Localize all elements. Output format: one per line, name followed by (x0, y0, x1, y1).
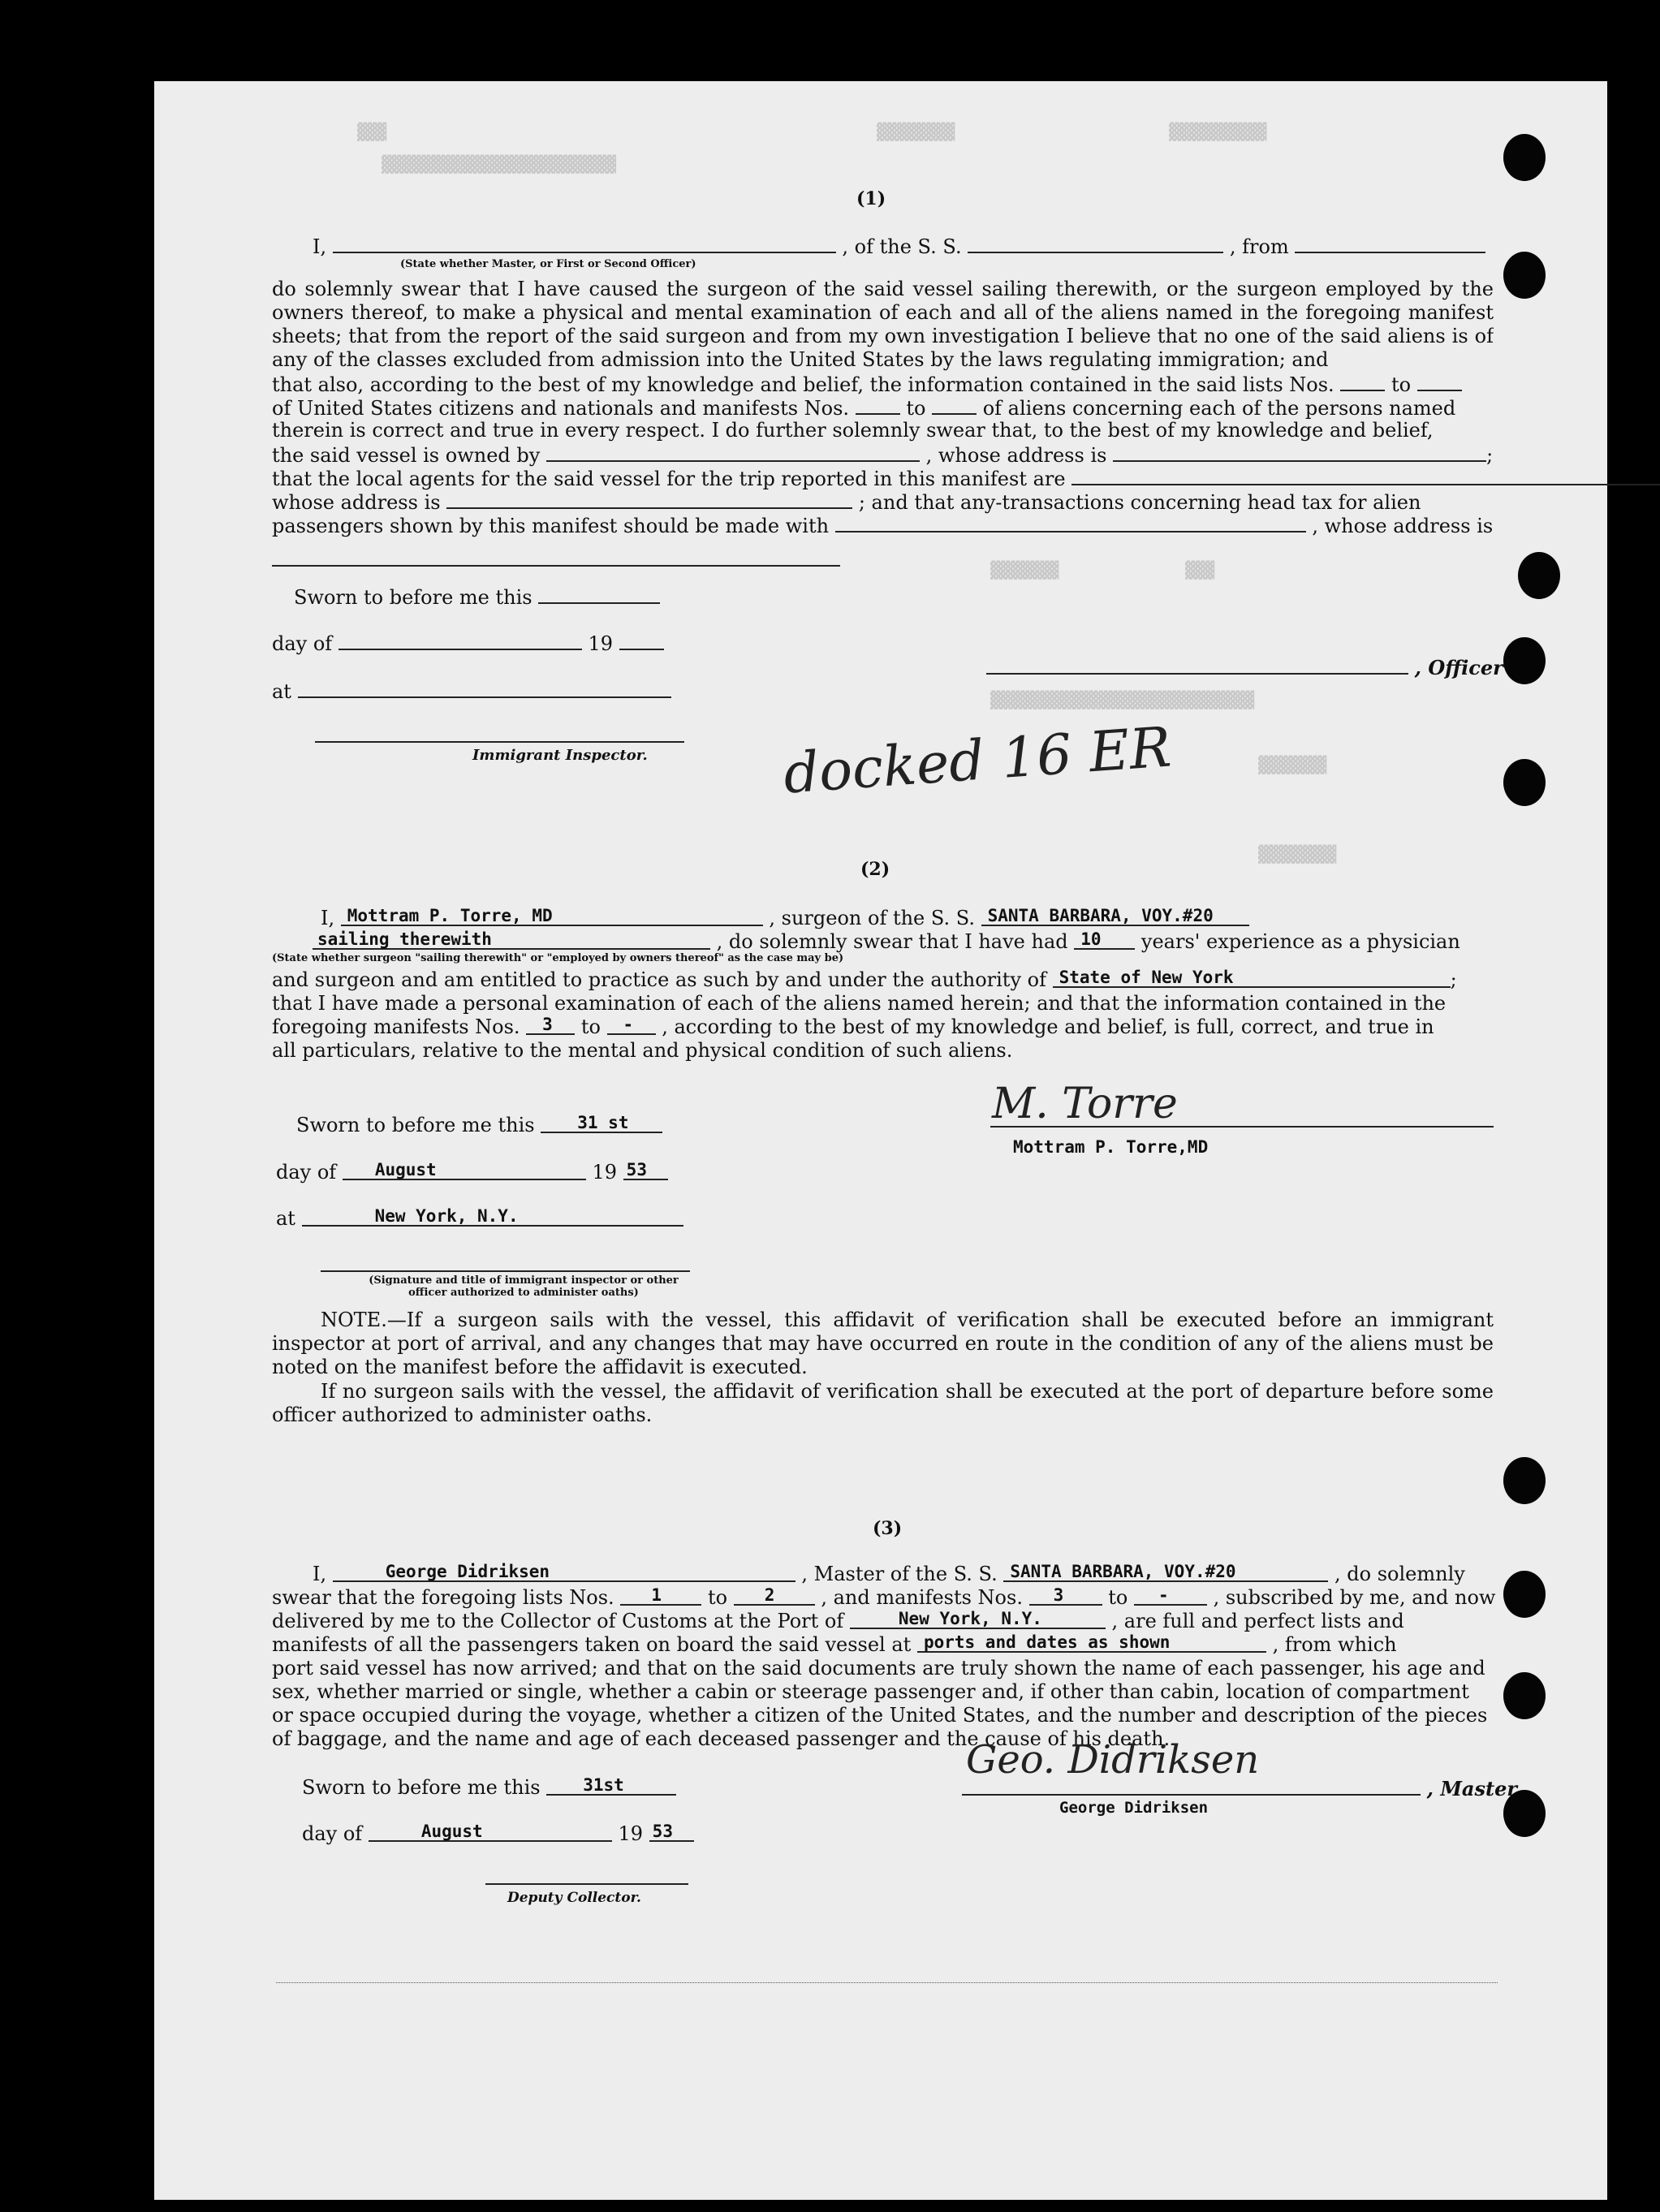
to-label: to (906, 397, 926, 420)
sex-line (272, 1680, 1469, 1703)
whose-text: whose address is (272, 491, 441, 514)
surgeon-of-label: , surgeon of the S. S. (769, 907, 975, 929)
address-line (272, 565, 840, 567)
deputy-caption: Deputy Collector. (507, 1890, 641, 1906)
do-solemnly-text: , do solemnly (1334, 1563, 1465, 1585)
port-field (850, 1610, 1106, 1629)
punch-hole (1503, 1571, 1546, 1618)
master-line (313, 1563, 1465, 1585)
s1-officer-line (986, 655, 1503, 679)
place-field (298, 679, 671, 698)
all-particulars-text: all particulars, relative to the mental and physical condition of such aliens. (272, 1039, 1013, 1062)
day-of-text: day of (272, 632, 333, 655)
day-of-text: day of (302, 1822, 363, 1845)
master-signature: Geo. Didriksen (966, 1737, 1260, 1783)
s2-year: 53 (626, 1160, 647, 1179)
punch-hole (1503, 1672, 1546, 1719)
s3-year-field (649, 1822, 694, 1842)
year-field (619, 631, 664, 650)
s1-sworn-line (294, 584, 660, 609)
i-label: I, (313, 1563, 327, 1585)
authority-value: State of New York (1059, 968, 1234, 987)
s2-to-field (607, 1015, 656, 1035)
list-to: 2 (764, 1585, 775, 1605)
s3-sworn-line (302, 1776, 676, 1799)
from-port-field (1295, 234, 1485, 253)
s3-lists-line (272, 1586, 1495, 1609)
lists-to-field (1417, 372, 1462, 391)
to-label: to (707, 1586, 728, 1609)
sworn-text: Sworn to before me this (302, 1776, 541, 1799)
owned-text: the said vessel is owned by (272, 444, 541, 467)
from-label: , from (1229, 235, 1289, 258)
punch-hole (1503, 759, 1546, 806)
ports-field (917, 1633, 1266, 1653)
s1-day-line (272, 631, 664, 655)
manifest-from: 3 (1053, 1585, 1064, 1605)
bleed-through-text: ▓▓▓▓▓▓▓▓▓▓▓▓▓▓▓▓▓▓▓▓▓▓▓▓▓▓▓ (990, 690, 1255, 709)
lists-line (272, 372, 1462, 396)
s2-place: New York, N.Y. (374, 1206, 519, 1226)
s2-sworn-line (296, 1114, 662, 1136)
subscribed-text: , subscribed by me, and now (1213, 1586, 1496, 1609)
passengers-line (272, 513, 1493, 537)
passengers-address-label: , whose address is (1312, 515, 1494, 537)
owned-line: the said vessel is owned by , whose address is ; (272, 444, 1494, 467)
therein-line (272, 419, 1434, 442)
year-prefix: 19 (592, 1161, 618, 1184)
manifests-line (272, 395, 1455, 420)
s3-man-from-field (1029, 1586, 1102, 1606)
officer-title-field (333, 234, 836, 253)
delivered-text: delivered by me to the Collector of Customs at the Port of (272, 1610, 844, 1632)
s3-vessel: SANTA BARBARA, VOY.#20 (1010, 1562, 1236, 1581)
years-field (1074, 930, 1135, 950)
s3-manifests-line (272, 1633, 1397, 1656)
bleed-through-text: ▓▓▓ (357, 122, 387, 141)
master-typed-name (1059, 1798, 1208, 1821)
to-label: to (1391, 373, 1412, 396)
bleed-through-text: ▓▓▓▓▓▓▓▓ (877, 122, 955, 141)
head-tax-text: ; and that any-transactions concerning head tax for alien (858, 491, 1421, 514)
owner-field (546, 442, 920, 462)
note-paragraph-2: If no surgeon sails with the vessel, the affidavit of verification shall be executed at the port of departure before some officer authorized to administer oaths. (272, 1380, 1494, 1426)
bleed-through-text: ▓▓▓▓▓▓▓▓ (1258, 844, 1337, 864)
month-field (338, 631, 582, 650)
all-line (272, 1039, 1012, 1062)
vessel-field (968, 234, 1223, 253)
punch-hole (1503, 252, 1546, 299)
of-ss-label: , of the S. S. (842, 235, 962, 258)
punch-hole (1503, 1457, 1546, 1504)
agents-address-field (446, 489, 852, 509)
from-which-text: , from which (1272, 1633, 1397, 1656)
head-tax-agent-field (835, 513, 1306, 533)
foregoing-text: foregoing manifests Nos. (272, 1015, 520, 1038)
punch-hole (1518, 552, 1560, 599)
at-text: at (276, 1207, 295, 1230)
surgeon-signature: M. Torre (992, 1080, 1178, 1128)
year-prefix: 19 (618, 1822, 644, 1845)
s2-inspector-caption: (Signature and title of immigrant inspector or other officer authorized to administer oaths) (369, 1274, 679, 1299)
and-manifests-text: , and manifests Nos. (821, 1586, 1023, 1609)
s2-vessel-field (981, 907, 1249, 926)
experience-text: years' experience as a physician (1140, 930, 1460, 953)
i-label: I, (313, 235, 327, 258)
punch-hole (1503, 637, 1546, 684)
master-of-label: , Master of the S. S. (801, 1563, 998, 1585)
inspector-caption: Immigrant Inspector. (472, 747, 648, 764)
section-3-number: (3) (873, 1518, 903, 1539)
to-label: to (580, 1015, 601, 1038)
bleed-through-text: ▓▓▓▓▓▓▓ (1258, 755, 1327, 774)
punch-hole (1503, 134, 1546, 181)
s2-month-field (343, 1161, 586, 1180)
s3-year: 53 (652, 1822, 673, 1841)
s3-vessel-field (1003, 1563, 1328, 1582)
lists-text: that also, according to the best of my knowledge and belief, the information contained in the said lists Nos. (272, 373, 1334, 396)
owner-address-label: , whose address is (925, 444, 1107, 467)
note-paragraph: NOTE.—If a surgeon sails with the vessel, this affidavit of verification shall be executed before an immigrant inspector at port of arrival, and any changes that may have occurred en route in the condition of any of the aliens must be noted on the manifest before the affidavit is executed. (272, 1309, 1494, 1378)
s1-at-line (272, 679, 671, 703)
lists-from-field (1340, 372, 1385, 391)
owner-address-field (1113, 442, 1486, 462)
surgeon-line (321, 907, 1249, 929)
surgeon-typed-signature: Mottram P. Torre,MD (1013, 1137, 1209, 1157)
surgeon-caption: (State whether surgeon "sailing therewith" or "employed by owners thereof" as the case may be) (272, 952, 844, 964)
full-perfect-text: , are full and perfect lists and (1111, 1610, 1404, 1632)
swear-lists-text: swear that the foregoing lists Nos. (272, 1586, 614, 1609)
officer-line (313, 234, 1485, 258)
list-from: 1 (651, 1585, 662, 1605)
bleed-through-text: ▓▓▓▓▓▓▓▓▓▓ (1169, 122, 1267, 141)
agents-line (272, 466, 1660, 490)
s3-man-to-field (1134, 1586, 1207, 1606)
s2-sworn-day-field (541, 1114, 662, 1133)
docked-stamp: docked 16 ER (781, 715, 1174, 807)
s3-list-from-field (620, 1586, 701, 1606)
master-name: George Didriksen (385, 1562, 550, 1581)
port-arrived-text: port said vessel has now arrived; and that on the said documents are truly shown the name of each passenger, his age and (272, 1657, 1485, 1679)
s2-month: August (374, 1160, 437, 1179)
baggage-text: of baggage, and the name and age of each deceased passenger and the cause of his death. (272, 1727, 1171, 1750)
bleed-through-text: ▓▓▓ (1185, 560, 1215, 580)
s2-to-no: - (623, 1015, 634, 1034)
s3-day-line (302, 1822, 694, 1845)
bleed-through-text: ▓▓▓▓▓▓▓ (990, 560, 1059, 580)
manifests-text-2: of aliens concerning each of the persons named (982, 397, 1456, 420)
manifests-taken-text: manifests of all the passengers taken on board the said vessel at (272, 1633, 912, 1656)
s3-month: August (420, 1822, 483, 1841)
space-text: or space occupied during the voyage, whether a citizen of the United States, and the number and description of the pieces (272, 1704, 1488, 1727)
foregoing-text-2: , according to the best of my knowledge and belief, is full, correct, and true in (662, 1015, 1434, 1038)
s3-sworn-day: 31st (583, 1775, 624, 1795)
sworn-text: Sworn to before me this (294, 586, 532, 609)
officer-signature-field (986, 655, 1408, 675)
at-text: at (272, 680, 291, 703)
officer-caption: (State whether Master, or First or Second Officer) (400, 258, 696, 270)
i-label: I, (321, 907, 335, 929)
to-label: to (1108, 1586, 1128, 1609)
sailing-field (313, 930, 710, 950)
swear-text: , do solemnly swear that I have had (716, 930, 1068, 953)
oath-paragraph-1: do solemnly swear that I have caused the surgeon of the said vessel sailing therewith, or the surgeon employed by the owners thereof, to make a physical and mental examination of each and all of the aliens named in the foregoing manifest sheets; that from the report of the said surgeon and from my own investigation I believe that no one of the said aliens is of any of the classes excluded from admission into the United States by the laws regulating immigration; and (272, 278, 1494, 371)
sworn-text: Sworn to before me this (296, 1114, 535, 1136)
surgeon-typed-name (1013, 1138, 1208, 1161)
bleed-through-text: ▓▓▓▓▓▓▓▓▓▓▓▓▓▓▓▓▓▓▓▓▓▓▓▓ (382, 154, 616, 174)
s2-sworn-day: 31 st (577, 1113, 629, 1132)
manifests-text: of United States citizens and nationals and manifests Nos. (272, 397, 850, 420)
manifests-to-field (932, 395, 977, 415)
surgeon-name-field (341, 907, 763, 926)
master-name-field (333, 1563, 796, 1582)
practice-line: and surgeon and am entitled to practice as such by and under the authority of State of New York ; (272, 968, 1457, 991)
sailing-line (313, 930, 1460, 953)
s2-vessel: SANTA BARBARA, VOY.#20 (987, 906, 1214, 925)
passengers-text: passengers shown by this manifest should be made with (272, 515, 830, 537)
s2-day-line (276, 1161, 668, 1184)
s2-year-field (623, 1161, 668, 1180)
sex-text: sex, whether married or single, whether a cabin or steerage passenger and, if other than cabin, location of compartment (272, 1680, 1469, 1703)
years-value: 10 (1080, 929, 1102, 949)
s2-from-field (526, 1015, 575, 1035)
personal-text: that I have made a personal examination of each of the aliens named herein; and that the information contained in the (272, 992, 1447, 1015)
deputy-line (485, 1883, 688, 1885)
section-1-number: (1) (856, 188, 886, 209)
s2-place-field (302, 1207, 683, 1227)
master-typed-signature: George Didriksen (1059, 1799, 1209, 1817)
practice-text: and surgeon and am entitled to practice as such by and under the authority of (272, 968, 1046, 991)
master-label: , Master (1426, 1777, 1517, 1800)
inspector-signature-line (315, 741, 684, 743)
manifest-to: - (1158, 1585, 1169, 1605)
port-arrived-line (272, 1657, 1485, 1679)
port-value: New York, N.Y. (898, 1609, 1042, 1628)
s2-at-line (276, 1207, 683, 1230)
s3-sworn-day-field (546, 1776, 676, 1796)
ports-value: ports and dates as shown (923, 1632, 1171, 1652)
sailing-status: sailing therewith (317, 929, 492, 949)
agents-field (1071, 466, 1660, 485)
section-2-number: (2) (860, 859, 890, 880)
surgeon-name: Mottram P. Torre, MD (347, 906, 553, 925)
whose-line (272, 489, 1421, 514)
day-of-text: day of (276, 1161, 337, 1184)
s3-month-field (369, 1822, 612, 1842)
s2-from-no: 3 (542, 1015, 553, 1034)
personal-line (272, 992, 1446, 1015)
bottom-dotted-line (276, 1982, 1498, 1983)
s2-inspector-line (321, 1270, 690, 1272)
sworn-day-field (538, 584, 660, 604)
manifests-from-field (856, 395, 900, 415)
s3-list-to-field (734, 1586, 815, 1606)
space-line (272, 1704, 1487, 1727)
delivered-line (272, 1610, 1404, 1632)
foregoing-line (272, 1015, 1434, 1038)
authority-field (1053, 968, 1451, 988)
agents-text: that the local agents for the said vessel for the trip reported in this manifest are (272, 468, 1066, 490)
officer-label: , Officer (1414, 656, 1503, 679)
year-prefix: 19 (588, 632, 614, 655)
therein-text: therein is correct and true in every respect. I do further solemnly swear that, to the best of my knowledge and belief, (272, 419, 1434, 442)
